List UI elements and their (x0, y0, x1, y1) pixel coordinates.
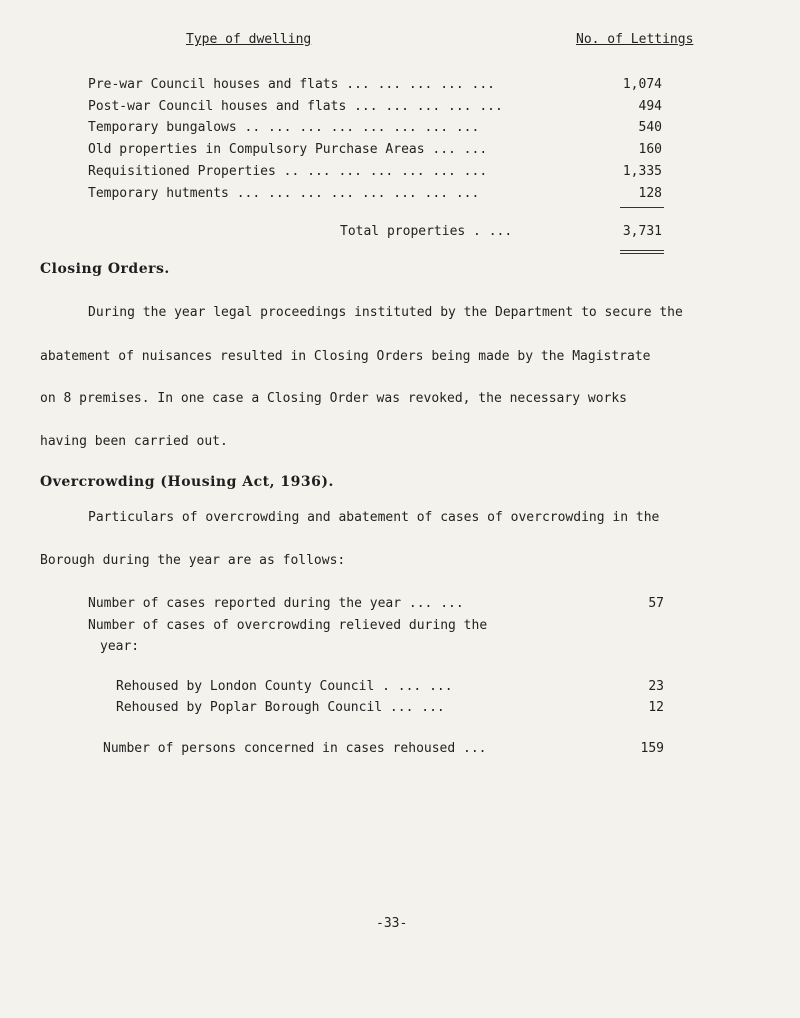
table-row-value: 494 (638, 99, 662, 114)
table-row-value: 1,335 (622, 164, 662, 179)
persons-value: 159 (640, 741, 664, 756)
table-row-label: Post-war Council houses and flats ... ... ... ... ... (88, 99, 503, 114)
table-row-value: 1,074 (622, 77, 662, 92)
table-row-value: 540 (638, 120, 662, 135)
table-row-label: Pre-war Council houses and flats ... ... ... ... ... (88, 77, 495, 92)
paragraph-line: Particulars of overcrowding and abatement of cases of overcrowding in the (88, 510, 660, 525)
table-row-label: Temporary hutments ... ... ... ... ... ... ... ... (88, 186, 480, 201)
poplar-value: 12 (648, 700, 664, 715)
col-header-lettings: No. of Lettings (576, 32, 694, 47)
col-header-type: Type of dwelling (186, 32, 312, 47)
reported-value: 57 (648, 596, 664, 611)
total-value: 3,731 (622, 224, 662, 239)
total-rule-upper (620, 250, 664, 251)
table-row-label: Requisitioned Properties .. ... ... ... ... ... ... (88, 164, 488, 179)
lcc-label: Rehoused by London County Council . ... ... (116, 679, 453, 694)
paragraph-line: on 8 premises. In one case a Closing Order was revoked, the necessary works (40, 391, 627, 406)
lcc-value: 23 (648, 679, 664, 694)
closing-orders-heading: Closing Orders. (40, 261, 170, 277)
paragraph-line: Borough during the year are as follows: (40, 553, 346, 568)
table-row-value: 160 (638, 142, 662, 157)
paragraph-line: During the year legal proceedings instituted by the Department to secure the (88, 305, 683, 320)
overcrowding-heading: Overcrowding (Housing Act, 1936). (40, 474, 334, 490)
poplar-label: Rehoused by Poplar Borough Council ... ... (116, 700, 445, 715)
persons-label: Number of persons concerned in cases rehoused ... (103, 741, 487, 756)
table-row-label: Old properties in Compulsory Purchase Areas ... ... (88, 142, 488, 157)
page-number: -33- (376, 916, 408, 931)
subtotal-rule (620, 207, 664, 208)
total-label: Total properties . ... (340, 224, 513, 239)
table-row-value: 128 (638, 186, 662, 201)
total-rule-lower (620, 253, 664, 254)
table-row-label: Temporary bungalows .. ... ... ... ... ... ... ... (88, 120, 480, 135)
relieved-label: Number of cases of overcrowding relieved during the (88, 618, 488, 633)
relieved-label-cont: year: (100, 639, 140, 654)
reported-label: Number of cases reported during the year ... ... (88, 596, 464, 611)
paragraph-line: abatement of nuisances resulted in Closing Orders being made by the Magistrate (40, 349, 651, 364)
paragraph-line: having been carried out. (40, 434, 228, 449)
